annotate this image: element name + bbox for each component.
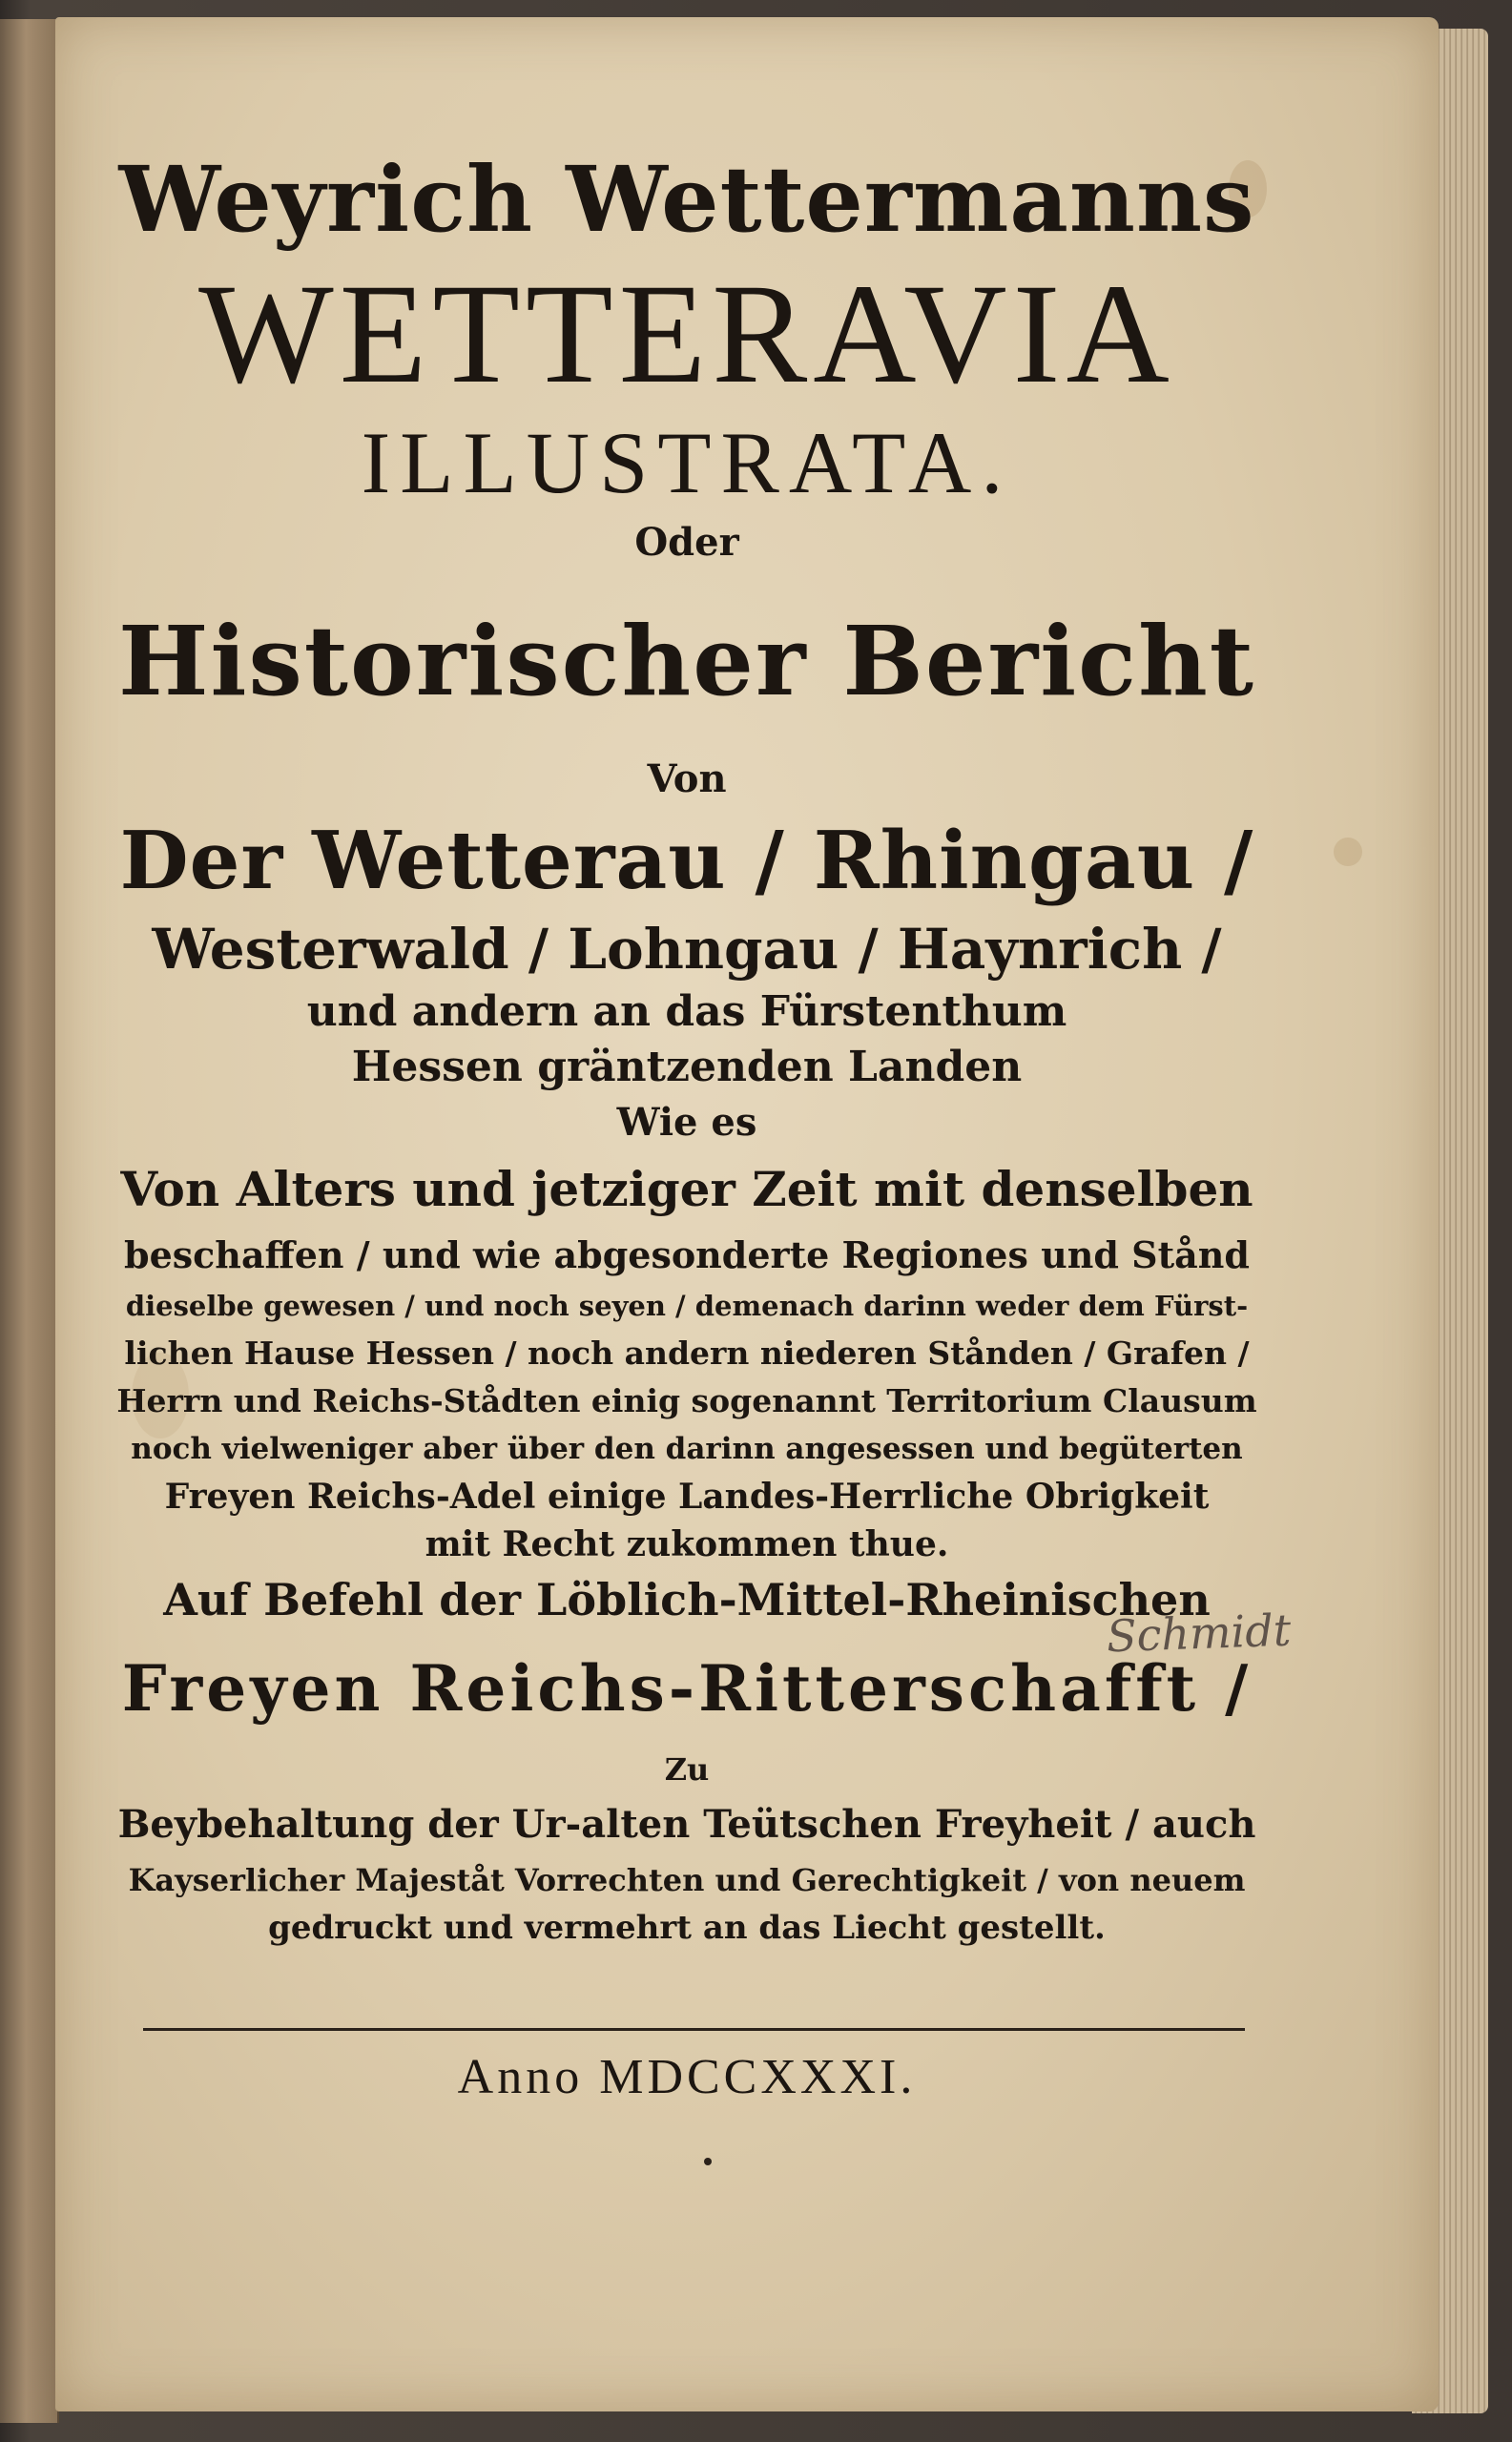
horizontal-rule <box>143 2028 1245 2031</box>
german-title: Historischer Bericht <box>118 605 1255 717</box>
description-line-3: dieselbe gewesen / und noch seyen / demenach darinn weder dem Fürst- <box>125 1290 1249 1322</box>
ornament-dot <box>704 2158 712 2165</box>
regions-line-4: Hessen gräntzenden Landen <box>351 1043 1023 1091</box>
regions-line-1: Der Wetterau / Rhingau / <box>119 814 1254 907</box>
title-connector-von: Von <box>647 756 727 801</box>
paper-stain <box>1334 838 1362 866</box>
handwritten-signature: Schmidt <box>1106 1604 1293 1663</box>
book-left-edge <box>0 19 59 2423</box>
author-line: Weyrich Wettermanns <box>118 147 1255 253</box>
commission-line: Auf Befehl der Löblich-Mittel-Rheinischen <box>163 1574 1211 1625</box>
subtitle: ILLUSTRATA. <box>361 414 1013 511</box>
description-line-6: noch vielweniger aber über den darinn angesessen und begüterten <box>131 1432 1243 1466</box>
description-line-7: Freyen Reichs-Adel einige Landes-Herrliche Obrigkeit <box>164 1477 1210 1517</box>
purpose-line-2: Kayserlicher Majeståt Vorrechten und Gerechtigkeit / von neuem <box>128 1862 1246 1898</box>
description-line-1: Von Alters und jetziger Zeit mit denselben <box>120 1161 1253 1217</box>
description-line-2: beschaffen / und wie abgesonderte Regiones und Stånd <box>124 1233 1250 1276</box>
purpose-line-3: gedruckt und vermehrt an das Liecht gestellt. <box>268 1909 1106 1947</box>
description-line-5: Herrn und Reichs-Stådten einig sogenannt Territorium Clausum <box>116 1382 1257 1419</box>
ritterschaft-line: Freyen Reichs-Ritterschafft / <box>121 1651 1253 1726</box>
description-line-8: mit Recht zukommen thue. <box>425 1524 949 1564</box>
purpose-line-1: Beybehaltung der Ur-alten Teütschen Freyheit / auch <box>117 1802 1256 1847</box>
title-text-block <box>114 143 1259 1952</box>
title-connector-wie-es: Wie es <box>616 1100 757 1145</box>
main-title: WETTERAVIA <box>198 255 1175 413</box>
description-line-4: lichen Hause Hessen / noch andern niederen Stånden / Grafen / <box>124 1335 1250 1372</box>
title-connector-zu: Zu <box>664 1751 710 1788</box>
regions-line-3: und andern an das Fürstenthum <box>306 987 1067 1036</box>
regions-line-2: Westerwald / Lohngau / Haynrich / <box>152 917 1222 982</box>
publication-year: Anno MDCCXXXI. <box>457 2050 917 2104</box>
title-connector-oder: Oder <box>634 520 739 565</box>
